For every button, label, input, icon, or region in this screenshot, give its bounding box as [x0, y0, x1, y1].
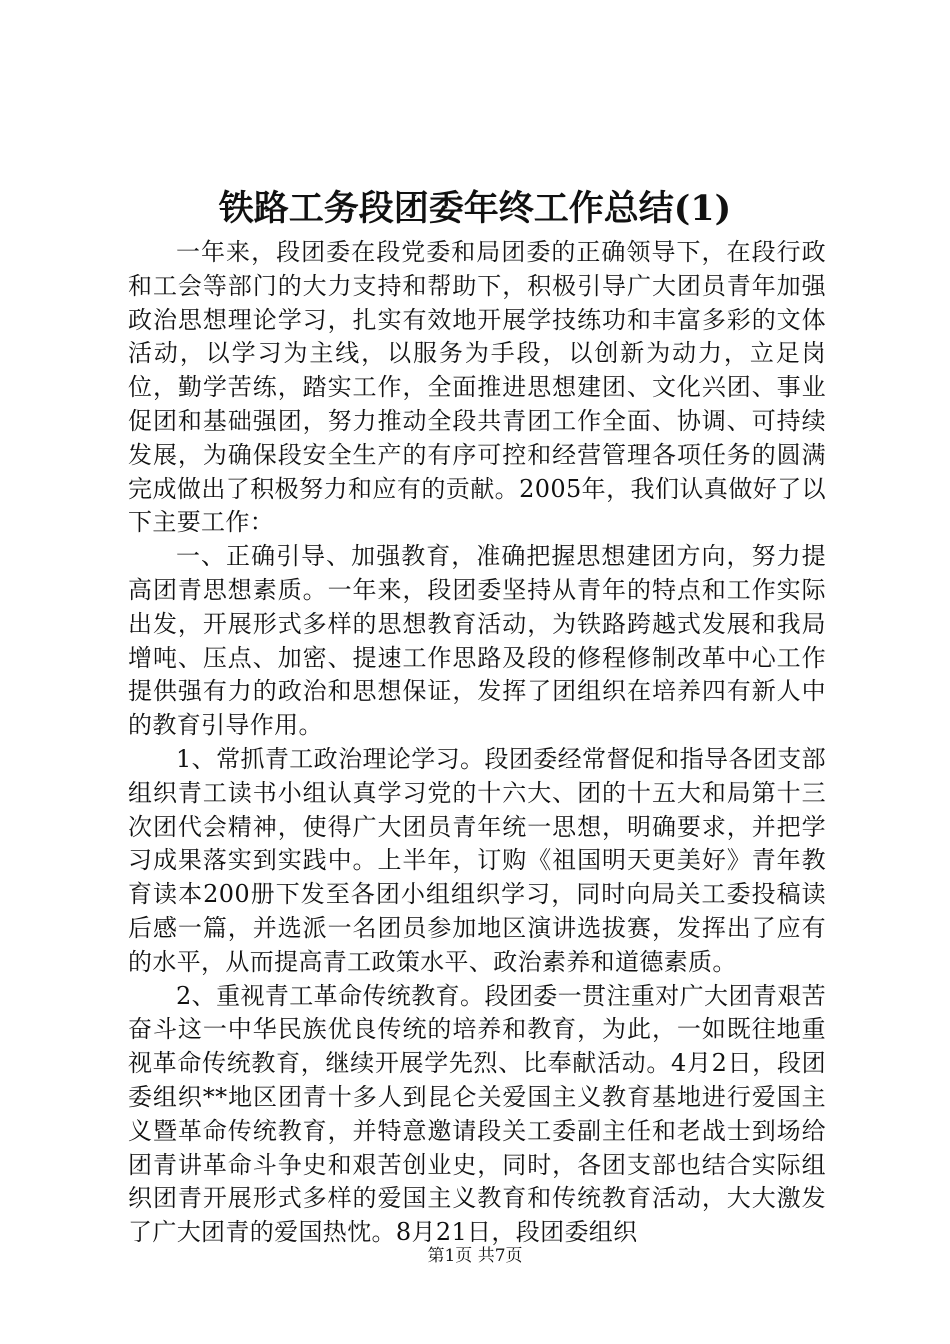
page-footer: 第1页 共7页 — [427, 1246, 523, 1266]
document-body — [128, 236, 826, 1250]
document-title: 铁路工务段团委年终工作总结(1) — [218, 188, 732, 229]
paragraph-item-two: 2、重视青工革命传统教育。段团委一贯注重对广大团青艰苦奋斗这一中华民族优良传统的培养和教育，为此，一如既往地重视革命传统教育，继续开展学先烈、比奉献活动。4月2日，段团委组织**地区团青十多人到昆仑关爱国主义教育基地进行爱国主义暨革命传统教育，并特意邀请段关工委副主任和老战士到场给团青讲革命斗争史和艰苦创业史，同时，各团支部也结合实际组织团青开展形式多样的爱国主义教育和传统教育活动，大大激发了广大团青的爱国热忱。8月21日，段团委组织 — [128, 981, 826, 1247]
paragraph-item-one: 1、常抓青工政治理论学习。段团委经常督促和指导各团支部组织青工读书小组认真学习党的十六大、团的十五大和局第十三次团代会精神，使得广大团员青年统一思想，明确要求，并把学习成果落实到实践中。上半年，订购《祖国明天更美好》青年教育读本200册下发至各团小组组织学习，同时向局关工委投稿读后感一篇，并选派一名团员参加地区演讲选拔赛，发挥出了应有的水平，从而提高青工政策水平、政治素养和道德素质。 — [128, 744, 826, 976]
paragraph-intro: 一年来，段团委在段党委和局团委的正确领导下，在段行政和工会等部门的大力支持和帮助下，积极引导广大团员青年加强政治思想理论学习，扎实有效地开展学技练功和丰富多彩的文体活动，以学习为主线，以服务为手段，以创新为动力，立足岗位，勤学苦练，踏实工作，全面推进思想建团、文化兴团、事业促团和基础强团，努力推动全段共青团工作全面、协调、可持续发展，为确保段安全生产的有序可控和经营管理各项任务的圆满完成做出了积极努力和应有的贡献。2005年，我们认真做好了以下主要工作： — [128, 238, 826, 537]
paragraph-section-one: 一、正确引导、加强教育，准确把握思想建团方向，努力提高团青思想素质。一年来，段团委坚持从青年的特点和工作实际出发，开展形式多样的思想教育活动，为铁路跨越式发展和我局增吨、压点、加密、提速工作思路及段的修程修制改革中心工作提供强有力的政治和思想保证，发挥了团组织在培养四有新人中的教育引导作用。 — [128, 542, 826, 740]
